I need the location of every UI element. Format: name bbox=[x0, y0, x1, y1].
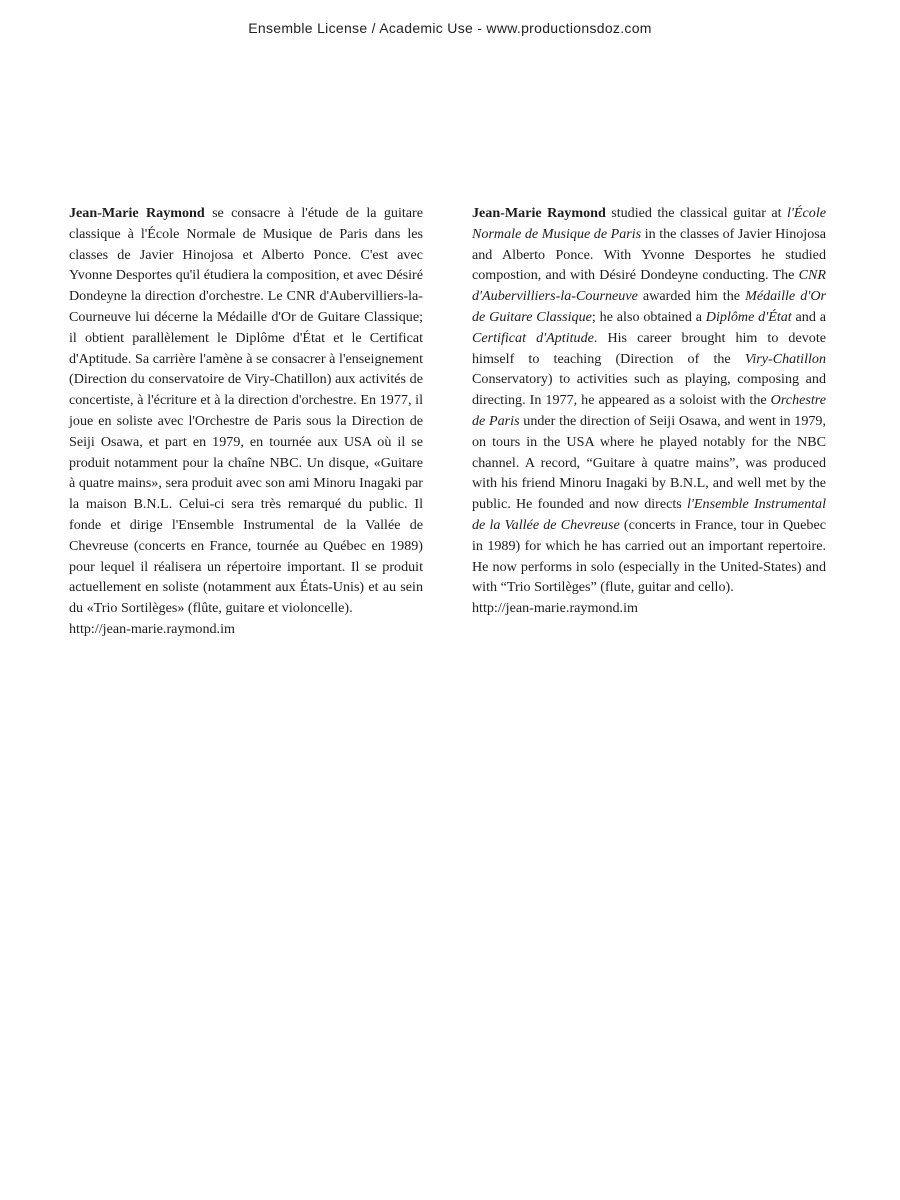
bio-english-text: in the classes of Javier Hinojosa and Alberto Ponce. With Yvonne Desportes he studied compostion, and with Désiré Dondeyne conducting. The bbox=[472, 225, 826, 284]
bio-french-url[interactable]: http://jean-marie.raymond.im bbox=[69, 620, 235, 637]
license-header: Ensemble License / Academic Use - www.productionsdoz.com bbox=[248, 20, 652, 36]
bio-french-text: se consacre à l'étude de la guitare classique à l'École Normale de Musique de Paris dans les classes de Javier Hinojosa et Alberto Ponce. C'est avec Yvonne Desportes qu'il étudiera la composition, et avec Désiré Dondeyne la direction d'orchestre. Le CNR d'Aubervilliers-la-Courneuve lui décerne la Médaille d'Or de Guitare Classique; il obtient parallèlement le Diplôme d'État et le Certificat d'Aptitude. Sa carrière l'amène à se consacrer à l'enseignement (Direction du conservatoire de Viry-Chatillon) aux activités de concertiste, à l'écriture et à la direction d'orchestre. En 1977, il joue en soliste avec l'Orchestre de Paris sous la Direction de Seiji Osawa, et part en 1979, en tournée aux USA où il se produit notamment pour la chaîne NBC. Un disque, «Guitare à quatre mains», sera produit avec son ami Minoru Inagaki par la maison B.N.L. Celui-ci sera très remarqué du public. Il fonde et dirige l'Ensemble Instrumental de la Vallée de Chevreuse (concerts en France, tournée au Québec en 1989) pour lequel il réalisera un répertoire important. Il se produit actuellement en soliste (notamment aux États-Unis) et au sein du «Trio Sortilèges» (flûte, guitare et violoncelle). bbox=[69, 205, 423, 617]
bio-english-text: (concerts in France, tour in Quebec in 1989) for which he has carried out an important repertoire. He now performs in solo (especially in the United-States) and with “Trio Sortilèges” (flute, guitar and cello). bbox=[472, 516, 826, 596]
bio-english-column bbox=[472, 203, 826, 619]
bio-french-paragraph bbox=[69, 203, 423, 619]
bio-english-italic: Médaille d'Or de Guitare Classique bbox=[472, 288, 827, 325]
bio-french-column bbox=[69, 203, 423, 640]
bio-english-italic: Certificat d'Aptitude bbox=[472, 329, 594, 346]
bio-french-name: Jean-Marie Raymond bbox=[69, 205, 205, 221]
bio-english-text: Conservatory) to activities such as playing, composing and directing. In 1977, he appeared as a soloist with the bbox=[472, 371, 826, 409]
bio-english-italic: l'École Normale de Musique de Paris bbox=[472, 205, 826, 242]
bio-english-italic: Viry-Chatillon bbox=[744, 350, 826, 367]
bio-english-text: awarded him the bbox=[637, 288, 746, 305]
bio-english-italic: Diplôme d'État bbox=[705, 308, 792, 325]
bio-english-italic: Orchestre de Paris bbox=[472, 392, 826, 429]
bio-english-text: and a bbox=[791, 308, 826, 325]
bio-english-text: . His career brought him to devote himself to teaching (Direction of the bbox=[472, 329, 827, 367]
bio-english-italic: l'Ensemble Instrumental de la Vallée de Chevreuse bbox=[472, 496, 826, 533]
bio-english-url[interactable]: http://jean-marie.raymond.im bbox=[472, 600, 638, 617]
bio-english-name: Jean-Marie Raymond bbox=[472, 205, 606, 221]
bio-english-text: ; he also obtained a bbox=[591, 308, 706, 325]
bio-english-text: under the direction of Seiji Osawa, and went in 1979, on tours in the USA where he played notably for the NBC channel. A record, “Guitare à quatre mains”, was produced with his friend Minoru Inagaki by B.N.L, and well met by the public. He founded and now directs bbox=[472, 412, 826, 513]
bio-english-italic: CNR d'Aubervilliers-la-Courneuve bbox=[472, 267, 826, 305]
bio-english-text: studied the classical guitar at bbox=[605, 205, 787, 221]
bio-english-paragraph bbox=[472, 203, 826, 598]
